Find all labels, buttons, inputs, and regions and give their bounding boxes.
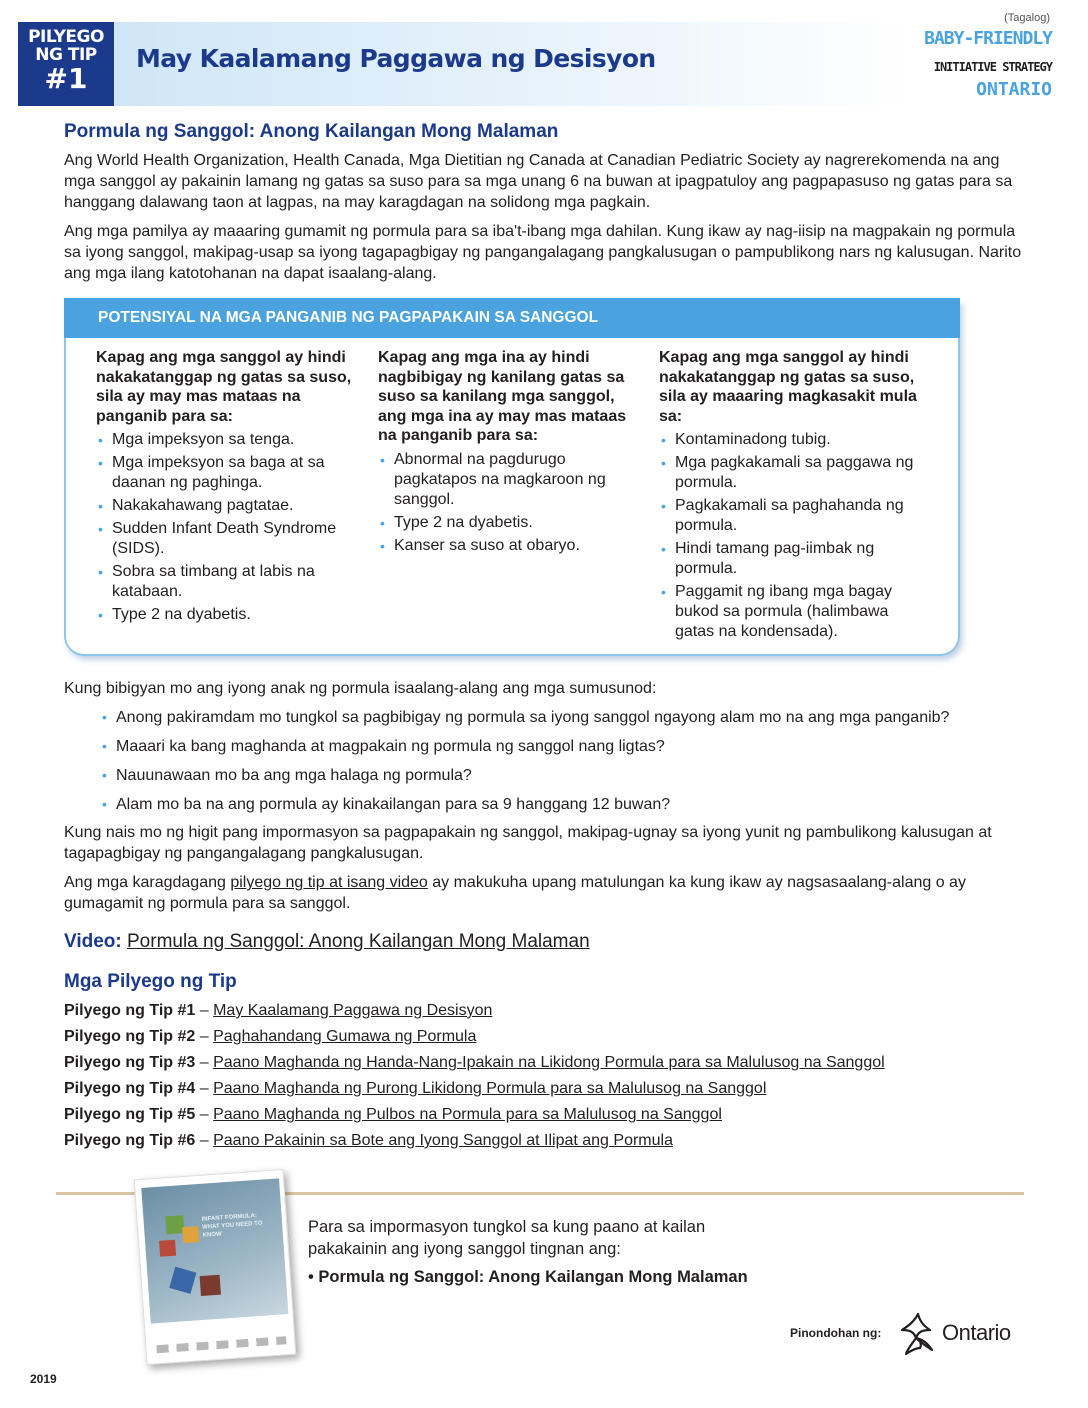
badge-number: #1: [44, 62, 88, 95]
bfi-line3: ONTARIO: [976, 79, 1052, 100]
risk-item: • Type 2 na dyabetis.: [96, 605, 358, 625]
risk-list: [378, 450, 636, 556]
tip-row: [64, 998, 1034, 1024]
tip-label: Pilyego ng Tip #1: [64, 1002, 196, 1019]
risk-item: • Kontaminadong tubig.: [659, 430, 925, 450]
risk-item: • Mga impeksyon sa baga at sa daanan ng paghinga.: [96, 453, 358, 493]
consideration-item: • Alam mo ba na ang pormula ay kinakailangan para sa 9 hanggang 12 buwan?: [102, 794, 1034, 815]
video-link[interactable]: Pormula ng Sanggol: Anong Kailangan Mong Malaman: [127, 931, 590, 952]
tip-link[interactable]: Paano Maghanda ng Handa-Nang-Ipakain na Likidong Pormula para sa Malulusog na Sanggol: [213, 1054, 885, 1071]
tip-separator: –: [195, 1106, 214, 1123]
video-label: Video:: [64, 931, 122, 952]
booklet-logos: [156, 1336, 286, 1353]
intro-paragraph-2: Ang mga pamilya ay maaaring gumamit ng pormula para sa iba't-ibang mga dahilan. Kung ikaw ay nag-iisip na magpakain ng pormula sa iyong sanggol, makipag-usap sa iyong tagapagbigay ng pangangalagang pangkalusugan o pampublikong nars ng kalusugan. Narito ang mga ilang katotohanan na dapat isaalang-alang.: [64, 223, 1022, 282]
ontario-wordmark: Ontario: [942, 1320, 1011, 1345]
bfi-line2: INITIATIVE STRATEGY: [933, 60, 1052, 74]
risk-item: • Kanser sa suso at obaryo.: [378, 536, 636, 556]
tip-link[interactable]: Paano Maghanda ng Pulbos na Pormula para sa Malulusog na Sanggol: [213, 1106, 722, 1123]
risk-column-lead: Kapag ang mga sanggol ay hindi nakakatanggap ng gatas sa suso, sila ay may mas mataas na panganib para sa:: [96, 349, 352, 425]
risk-item: • Nakakahawang pagtatae.: [96, 496, 358, 516]
tip-link[interactable]: Paghahandang Gumawa ng Pormula: [213, 1028, 477, 1045]
tip-separator: –: [195, 1132, 214, 1149]
risk-column-2: [378, 348, 636, 559]
tip-row: [64, 1024, 1034, 1050]
risk-item: • Hindi tamang pag-iimbak ng pormula.: [659, 539, 925, 579]
page-title: May Kaalamang Paggawa ng Desisyon: [136, 44, 656, 73]
tip-sheets-video-link[interactable]: pilyego ng tip at isang video: [230, 874, 428, 891]
tip-separator: –: [195, 1054, 214, 1071]
booklet-cover-image: [134, 1169, 297, 1365]
risk-column-lead: Kapag ang mga sanggol ay hindi nakakatanggap ng gatas sa suso, sila ay maaaring magkasakit mula sa:: [659, 349, 917, 425]
footer-info-line: Para sa impormasyon tungkol sa kung paano at kailan pakakainin ang iyong sanggol tingnan ang:: [308, 1218, 706, 1258]
consideration-item: • Nauunawaan mo ba ang mga halaga ng pormula?: [102, 765, 1034, 786]
considerations-intro: Kung bibigyan mo ang iyong anak ng pormula isaalang-alang ang mga sumusunod:: [64, 680, 657, 697]
resources-text-pre: Ang mga karagdagang: [64, 874, 231, 891]
more-info-paragraph: Kung nais mo ng higit pang impormasyon sa pagpapakain ng sanggol, makipag-ugnay sa iyong yunit ng pambulikong kalusugan at tagapagbigay ng pangangalagang pangkalusugan.: [64, 824, 992, 862]
tip-separator: –: [195, 1002, 214, 1019]
funded-by-label: Pinondohan ng:: [790, 1326, 882, 1340]
resources-text-post: ay makukuha upang matulungan ka kung ikaw ay nagsasaalang-alang o ay gumagamit ng pormula para sa sanggol.: [64, 874, 966, 912]
cube-shape: [182, 1226, 199, 1243]
risk-item: • Type 2 na dyabetis.: [378, 513, 636, 533]
language-label: (Tagalog): [1004, 12, 1050, 24]
risk-column-3: [659, 348, 925, 645]
bfi-logo: [924, 28, 1052, 100]
intro-section: [64, 118, 1034, 284]
bfi-line1: BABY-FRIENDLY: [924, 28, 1052, 49]
tips-heading: Mga Pilyego ng Tip: [64, 971, 237, 992]
tip-label: Pilyego ng Tip #5: [64, 1106, 196, 1123]
tip-row: [64, 1050, 1034, 1076]
tip-link[interactable]: May Kaalamang Paggawa ng Desisyon: [213, 1002, 493, 1019]
risk-item: • Sudden Infant Death Syndrome (SIDS).: [96, 519, 358, 559]
consideration-item: • Maaari ka bang maghanda at magpakain ng pormula ng sanggol nang ligtas?: [102, 736, 1034, 757]
tip-label: Pilyego ng Tip #6: [64, 1132, 196, 1149]
resources-paragraph: [64, 872, 1024, 914]
risk-list: [659, 430, 925, 642]
year-label: 2019: [30, 1372, 57, 1386]
risk-item: • Mga impeksyon sa tenga.: [96, 430, 358, 450]
considerations-section: [64, 678, 1034, 823]
risk-list: [96, 430, 358, 625]
risk-column-1: [96, 348, 358, 628]
risk-column-lead: Kapag ang mga ina ay hindi nagbibigay ng kanilang gatas sa suso sa kanilang mga sanggol, ang mga ina ay may mas mataas na panganib para sa:: [378, 349, 627, 444]
cube-shape: [159, 1240, 176, 1257]
tip-badge: [18, 22, 114, 106]
tip-link[interactable]: Paano Pakainin sa Bote ang Iyong Sanggol at Ilipat ang Pormula: [213, 1132, 673, 1149]
risk-item: • Mga pagkakamali sa paggawa ng pormula.: [659, 453, 925, 493]
risk-item: • Abnormal na pagdurugo pagkatapos na magkaroon ng sanggol.: [378, 450, 636, 510]
badge-line2: NG TIP: [35, 45, 97, 65]
section-heading: Pormula ng Sanggol: Anong Kailangan Mong Malaman: [64, 121, 559, 142]
badge-line1: PILYEGO: [28, 27, 104, 47]
tip-separator: –: [195, 1028, 214, 1045]
video-line: [64, 930, 590, 954]
tip-label: Pilyego ng Tip #2: [64, 1028, 196, 1045]
tip-label: Pilyego ng Tip #4: [64, 1080, 196, 1097]
booklet-cover-text: INFANT FORMULA: WHAT YOU NEED TO KNOW: [201, 1212, 263, 1239]
cube-shape: [200, 1275, 221, 1296]
consideration-item: • Anong pakiramdam mo tungkol sa pagbibigay ng pormula sa iyong sanggol ngayong alam mo na ang mga panganib?: [102, 707, 1034, 728]
tip-row: [64, 1128, 1034, 1154]
tip-row: [64, 1076, 1034, 1102]
tip-row: [64, 1102, 1034, 1128]
tip-separator: –: [195, 1080, 214, 1097]
more-info-section: [64, 822, 1024, 914]
risk-item: • Pagkakamali sa paghahanda ng pormula.: [659, 496, 925, 536]
risk-item: • Sobra sa timbang at labis na katabaan.: [96, 562, 358, 602]
considerations-list: [102, 707, 1034, 815]
tip-link[interactable]: Paano Maghanda ng Purong Likidong Pormula para sa Malulusog na Sanggol: [213, 1080, 767, 1097]
tips-list: [64, 998, 1034, 1154]
footer-info-bullet: • Pormula ng Sanggol: Anong Kailangan Mong Malaman: [308, 1268, 748, 1286]
tip-label: Pilyego ng Tip #3: [64, 1054, 196, 1071]
risk-box-heading: POTENSIYAL NA MGA PANGANIB NG PAGPAPAKAIN SA SANGGOL: [64, 298, 960, 338]
risk-item: • Paggamit ng ibang mga bagay bukod sa pormula (halimbawa gatas na kondensada).: [659, 582, 925, 642]
footer-info: [308, 1216, 788, 1288]
intro-paragraph-1: Ang World Health Organization, Health Canada, Mga Dietitian ng Canada at Canadian Pediatric Society ay nagrerekomenda na ang mga sanggol ay pakainin lamang ng gatas sa suso para sa mga unang 6 na buwan at ipagpatuloy ang pagpapasuso ng gatas para sa hanggang dalawang taon at lagpas, na may karagdagan na solidong mga pagkain.: [64, 152, 1013, 211]
